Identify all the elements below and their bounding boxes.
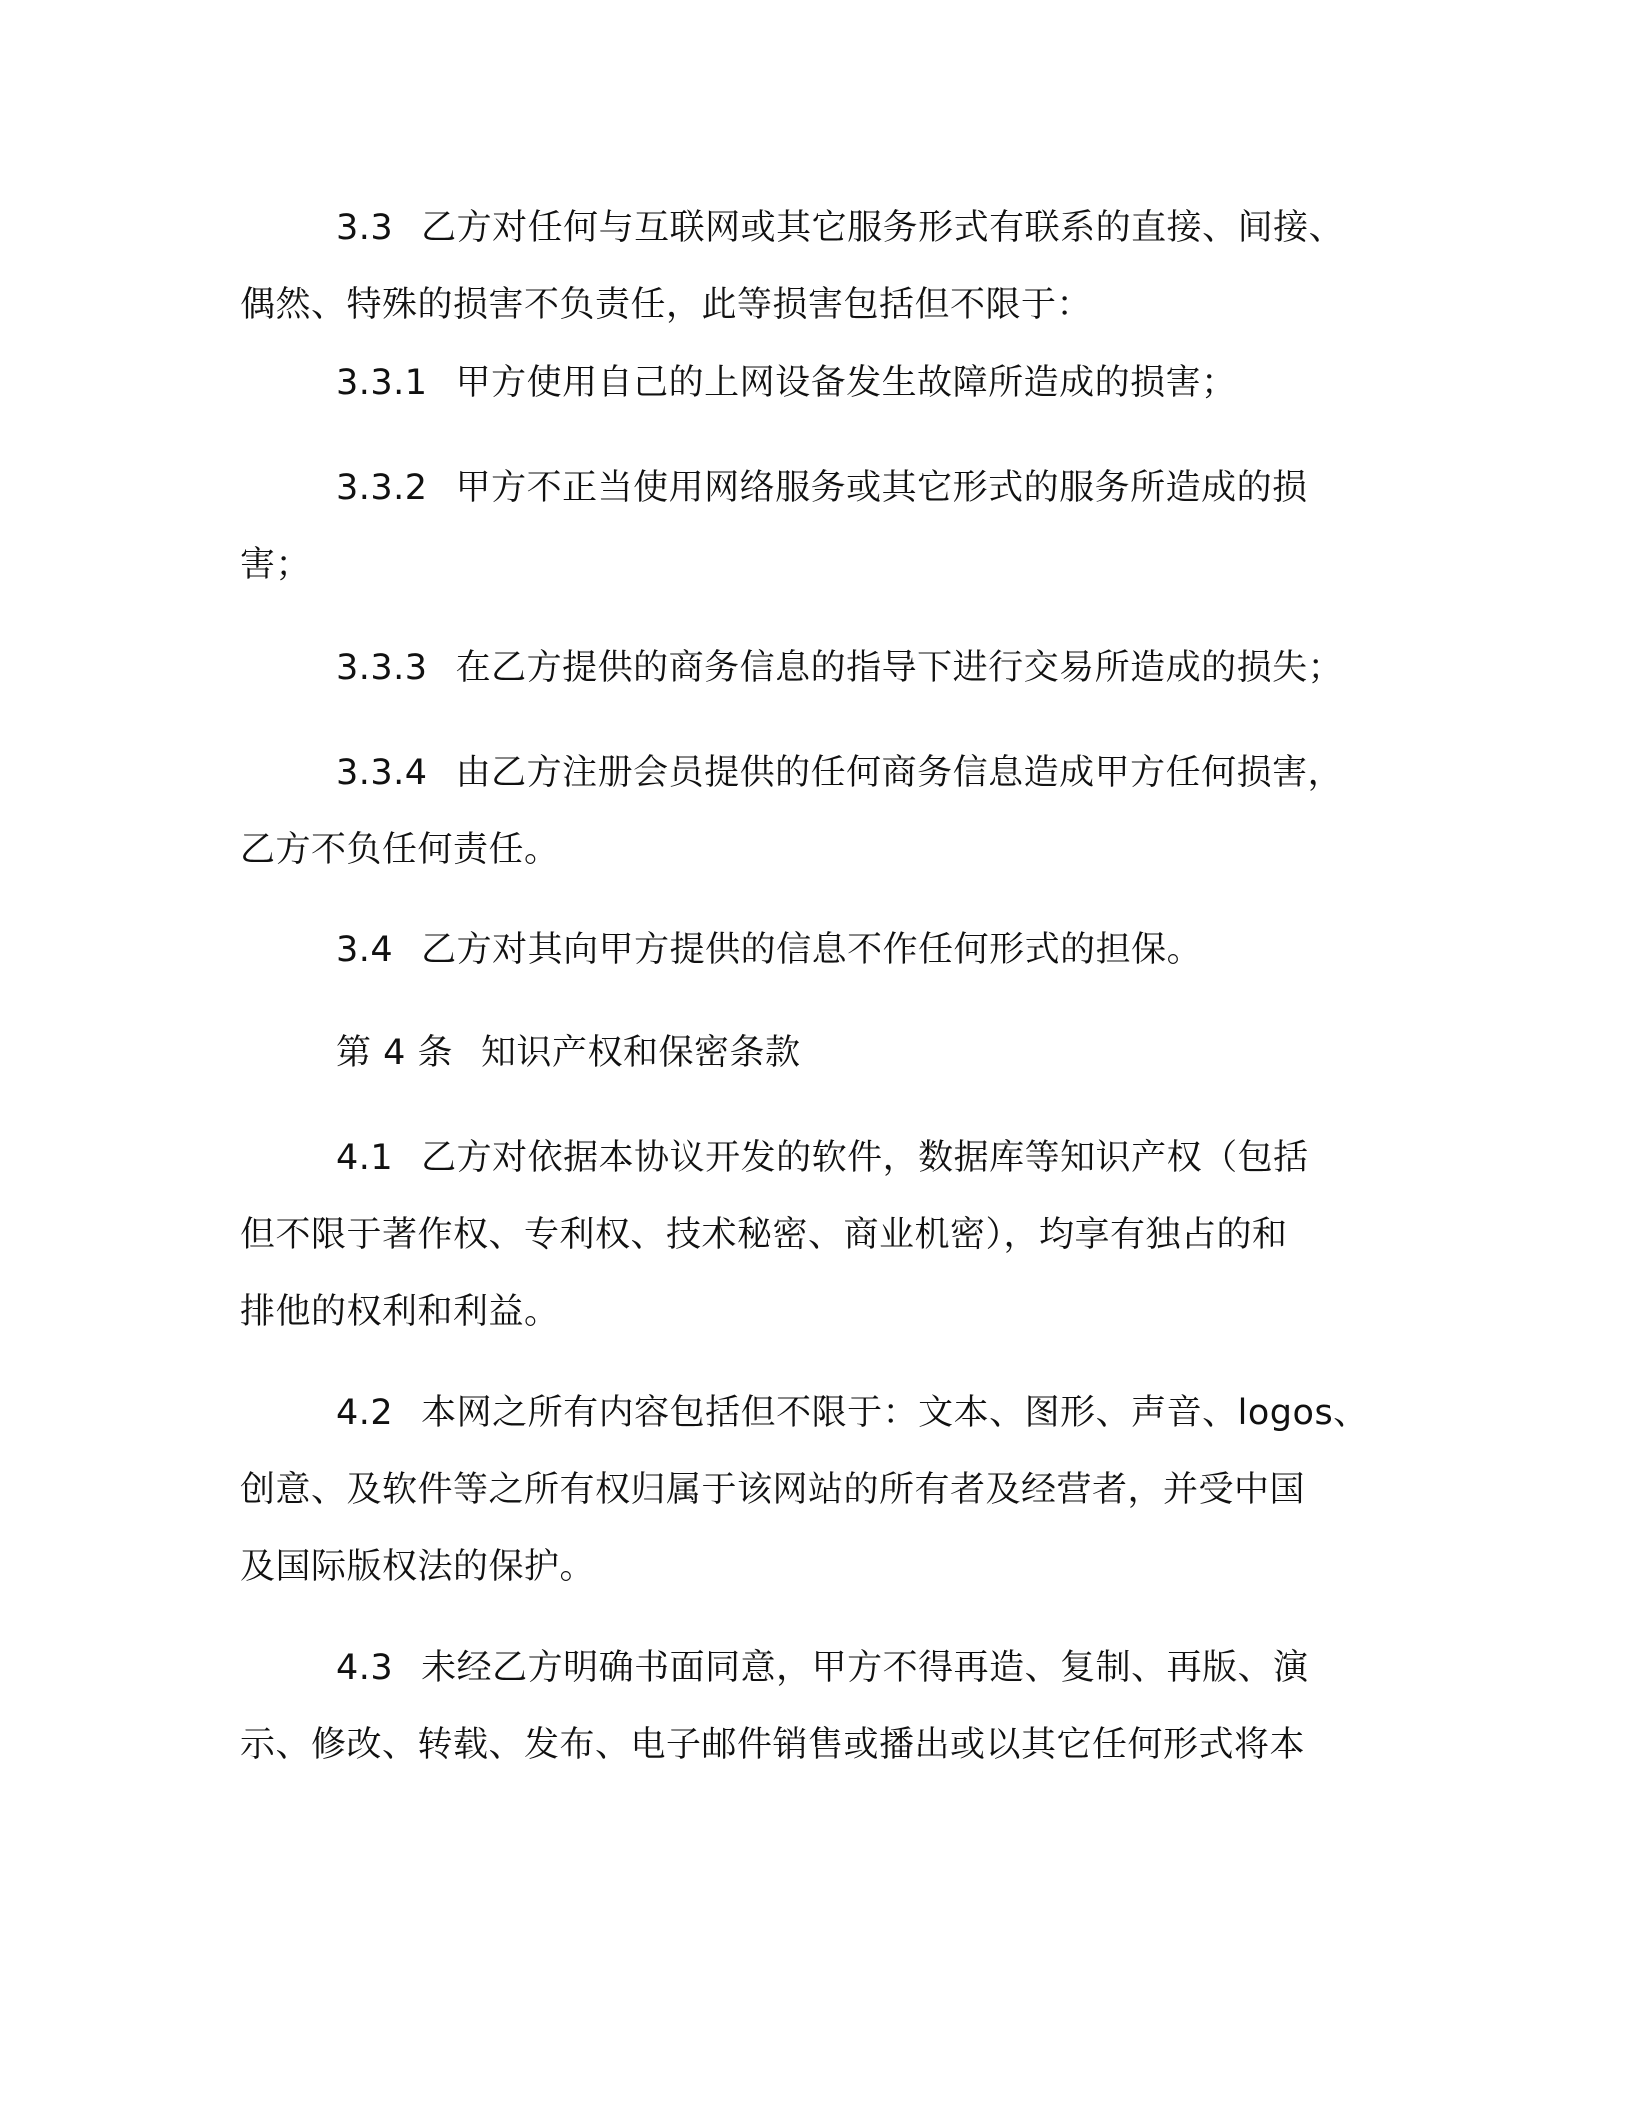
clause-text-line: 及国际版权法的保护。 xyxy=(240,1547,596,1587)
clause-text-line: 在乙方提供的商务信息的指导下进行交易所造成的损失； xyxy=(455,648,1344,688)
clause-text-line: 乙方对任何与互联网或其它服务形式有联系的直接、间接、 xyxy=(421,208,1345,248)
clause-text-line: 本网之所有内容包括但不限于：文本、图形、声音、logos、 xyxy=(421,1393,1369,1433)
clause-text-line: 乙方对其向甲方提供的信息不作任何形式的担保。 xyxy=(421,930,1203,970)
clause-text-line: 但不限于著作权、专利权、技术秘密、商业机密），均享有独占的和 xyxy=(240,1215,1288,1255)
article-4-heading xyxy=(240,1015,1390,1092)
clause-number: 4.2 xyxy=(336,1393,394,1433)
clause-number: 3.3.3 xyxy=(336,648,428,688)
clause-number: 3.4 xyxy=(336,930,394,970)
clause-number: 3.3 xyxy=(336,208,394,248)
article-title: 知识产权和保密条款 xyxy=(481,1033,801,1073)
clause-text-line: 偶然、特殊的损害不负责任，此等损害包括但不限于： xyxy=(240,285,1093,325)
clause-number: 3.3.4 xyxy=(336,753,428,793)
clause-number: 4.3 xyxy=(336,1648,394,1688)
article-number: 第 4 条 xyxy=(336,1033,454,1073)
clause-3-3 xyxy=(240,190,1390,344)
clause-3-3-1 xyxy=(240,345,1390,422)
clause-number: 3.3.1 xyxy=(336,363,428,403)
clause-3-4 xyxy=(240,912,1390,989)
clause-text-line: 示、修改、转载、发布、电子邮件销售或播出或以其它任何形式将本 xyxy=(240,1725,1306,1765)
clause-text-line: 害； xyxy=(240,545,312,585)
clause-text-line: 乙方不负任何责任。 xyxy=(240,830,560,870)
clause-text-line: 甲方使用自己的上网设备发生故障所造成的损害； xyxy=(455,363,1237,403)
clause-text-line: 由乙方注册会员提供的任何商务信息造成甲方任何损害， xyxy=(455,753,1344,793)
clause-text-line: 创意、及软件等之所有权归属于该网站的所有者及经营者，并受中国 xyxy=(240,1470,1306,1510)
clause-3-3-3 xyxy=(240,630,1390,707)
clause-3-3-2 xyxy=(240,450,1390,604)
clause-4-3 xyxy=(240,1630,1390,1784)
clause-text-line: 乙方对依据本协议开发的软件，数据库等知识产权（包括 xyxy=(421,1138,1309,1178)
clause-text-line: 甲方不正当使用网络服务或其它形式的服务所造成的损 xyxy=(455,468,1308,508)
clause-3-3-4 xyxy=(240,735,1390,889)
clause-4-2 xyxy=(240,1375,1390,1606)
clause-text-line: 排他的权利和利益。 xyxy=(240,1292,560,1332)
clause-text-line: 未经乙方明确书面同意，甲方不得再造、复制、再版、演 xyxy=(421,1648,1309,1688)
clause-number: 4.1 xyxy=(336,1138,394,1178)
clause-4-1 xyxy=(240,1120,1390,1351)
clause-number: 3.3.2 xyxy=(336,468,428,508)
